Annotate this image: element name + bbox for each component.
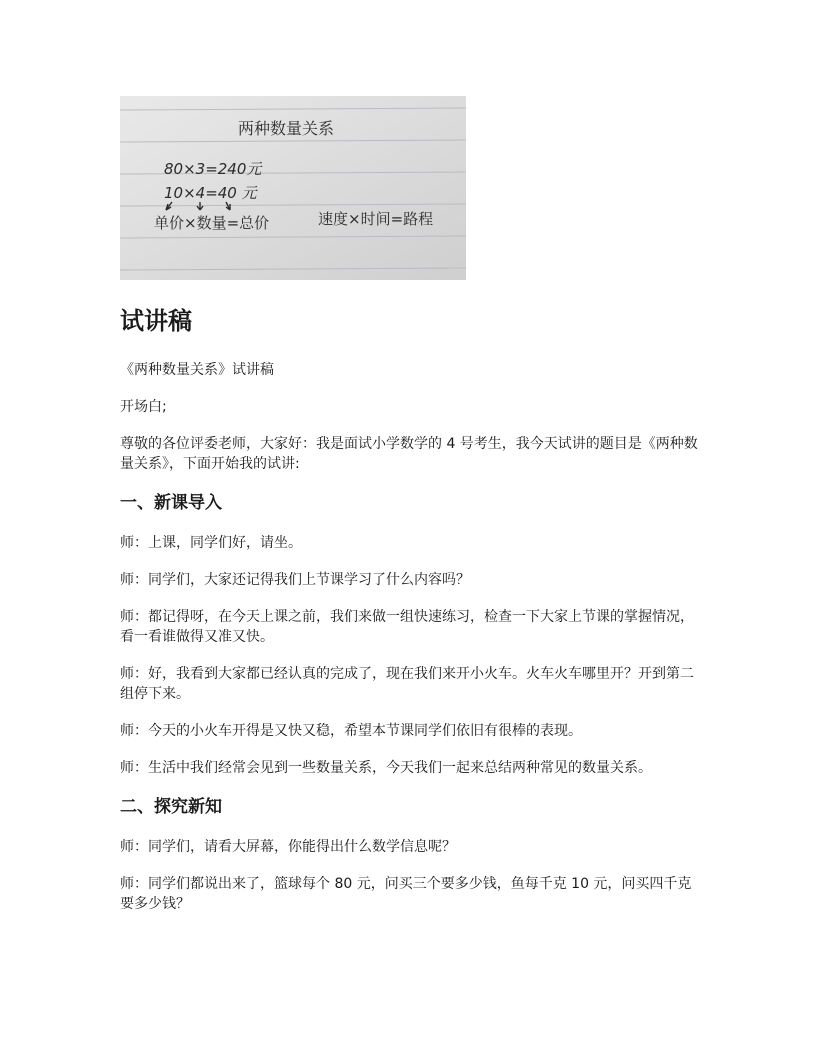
paragraph: 师：好，我看到大家都已经认真的完成了，现在我们来开小火车。火车火车哪里开？开到第二组停下来。 xyxy=(120,666,694,702)
document-title: 试讲稿 xyxy=(120,307,192,335)
paragraph: 师：都记得呀，在今天上课之前，我们来做一组快速练习，检查一下大家上节课的掌握情况，看一看谁做得又准又快。 xyxy=(120,609,694,645)
paragraph: 师：生活中我们经常会见到一些数量关系，今天我们一起来总结两种常见的数量关系。 xyxy=(120,760,652,776)
document-subtitle: 《两种数量关系》试讲稿 xyxy=(120,362,274,378)
opening-label: 开场白; xyxy=(120,399,167,415)
photo-line-1: 80×3=240元 xyxy=(164,160,262,178)
photo-formula-left: 单价×数量=总价 xyxy=(154,214,270,232)
photo-formula-right: 速度×时间=路程 xyxy=(318,210,434,228)
paragraph: 师：上课，同学们好，请坐。 xyxy=(120,535,302,551)
notebook-page-image xyxy=(120,96,466,280)
photo-title: 两种数量关系 xyxy=(238,119,335,138)
section-heading-2: 二、探究新知 xyxy=(120,797,222,817)
document-body xyxy=(120,304,700,931)
paragraph: 师：同学们都说出来了，篮球每个 80 元，问买三个要多少钱，鱼每千克 10 元，问买四千克要多少钱？ xyxy=(120,876,692,912)
paragraph: 师：今天的小火车开得是又快又稳，希望本节课同学们依旧有很棒的表现。 xyxy=(120,723,582,739)
paragraph: 师：同学们，大家还记得我们上节课学习了什么内容吗？ xyxy=(120,572,470,588)
photo-line-2: 10×4=40 元 xyxy=(164,184,257,202)
intro-paragraph: 尊敬的各位评委老师，大家好：我是面试小学数学的 4 号考生，我今天试讲的题目是《两种数量关系》，下面开始我的试讲: xyxy=(120,436,698,472)
paragraph: 师：同学们，请看大屏幕，你能得出什么数学信息呢？ xyxy=(120,839,456,855)
section-heading-1: 一、新课导入 xyxy=(120,493,222,513)
handwritten-notes-photo xyxy=(120,96,466,280)
